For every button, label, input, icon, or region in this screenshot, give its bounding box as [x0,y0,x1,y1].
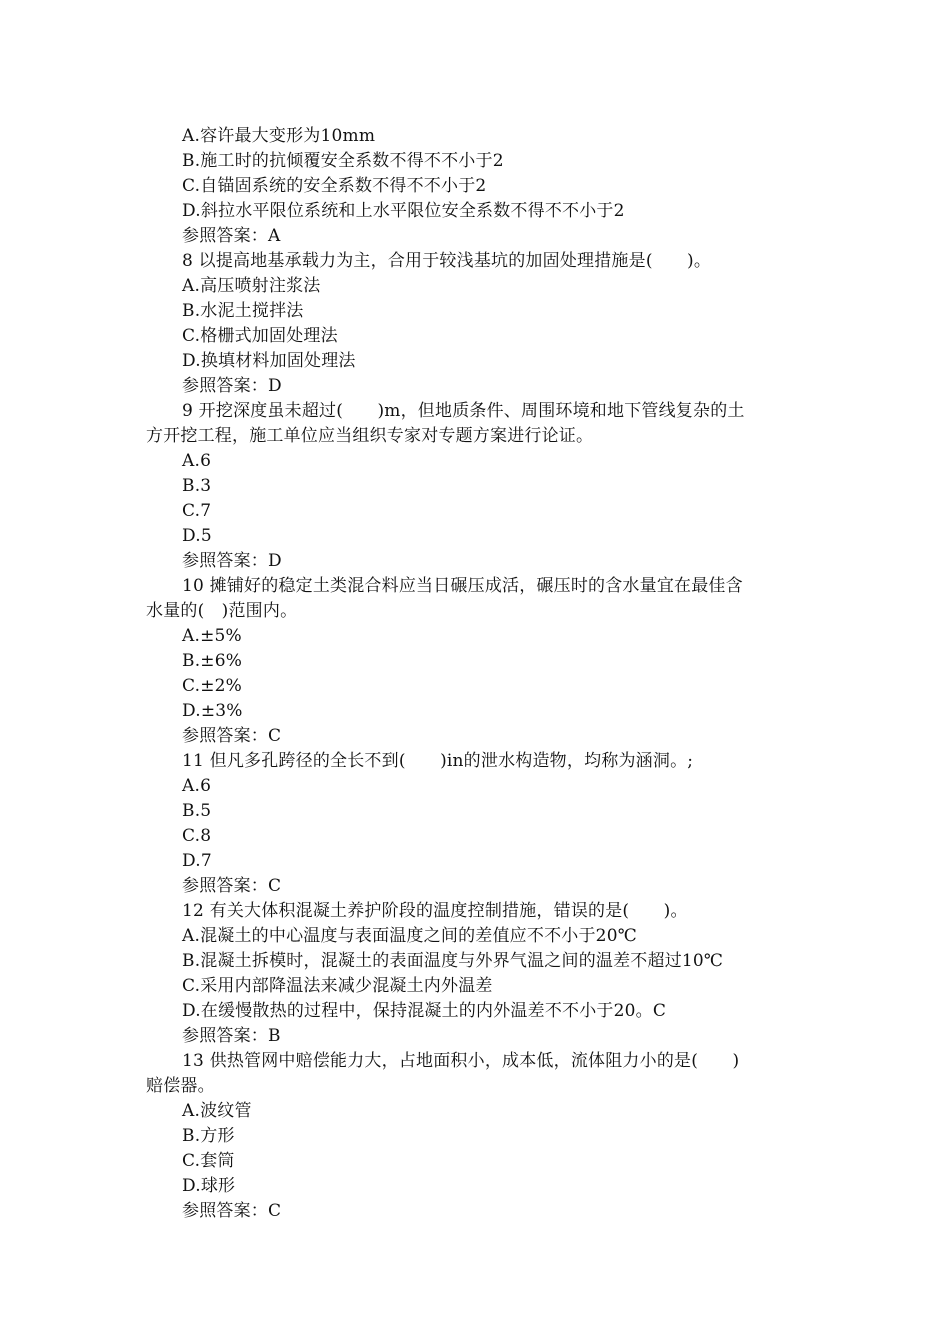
question-line: 8 以提高地基承载力为主，合用于较浅基坑的加固处理措施是( )。 [182,251,712,271]
option-line: A.6 [182,776,212,796]
option-line: C.7 [182,501,212,521]
option-line: C.自锚固系统的安全系数不得不不小于2 [182,176,487,196]
option-line: D.在缓慢散热的过程中，保持混凝土的内外温差不不小于20。C [182,1001,667,1021]
answer-line: 参照答案：D [182,551,282,571]
answer-line: 参照答案：C [182,876,282,896]
question-line: 12 有关大体积混凝土养护阶段的温度控制措施，错误的是( )。 [182,901,688,921]
option-line: B.±6% [182,651,243,671]
document-page [0,124,950,1224]
option-line: B.水泥土搅拌法 [182,301,304,321]
question-line: 13 供热管网中赔偿能力大，占地面积小，成本低，流体阻力小的是( ) [182,1051,740,1071]
option-line: A.波纹管 [182,1101,252,1121]
answer-line: 参照答案：A [182,226,281,246]
option-line: C.采用内部降温法来减少混凝土内外温差 [182,976,493,996]
option-line: C.格栅式加固处理法 [182,326,338,346]
option-line: B.混凝土拆模时，混凝土的表面温度与外界气温之间的温差不超过10℃ [182,951,724,971]
option-line: D.5 [182,526,212,546]
option-line: D.换填材料加固处理法 [182,351,356,371]
option-line: C.套筒 [182,1151,235,1171]
answer-line: 参照答案：C [182,1201,282,1221]
question-line: 10 摊铺好的稳定土类混合料应当日碾压成活，碾压时的含水量宜在最佳含 [182,576,743,596]
answer-line: 参照答案：D [182,376,282,396]
option-line: C.±2% [182,676,243,696]
option-line: A.±5% [182,626,242,646]
option-line: A.6 [182,451,212,471]
option-line: D.7 [182,851,212,871]
option-line: B.3 [182,476,212,496]
option-line: A.高压喷射注浆法 [182,276,321,296]
option-line: B.5 [182,801,212,821]
option-line: D.斜拉水平限位系统和上水平限位安全系数不得不不小于2 [182,201,625,221]
question-line: 11 但凡多孔跨径的全长不到( )in的泄水构造物，均称为涵洞。; [182,751,694,771]
option-line: D.±3% [182,701,243,721]
option-line: A.容许最大变形为10mm [182,126,376,146]
question-line: 9 开挖深度虽未超过( )m，但地质条件、周围环境和地下管线复杂的土 [182,401,745,421]
option-line: A.混凝土的中心温度与表面温度之间的差值应不不小于20℃ [182,926,637,946]
answer-line: 参照答案：B [182,1026,281,1046]
option-line: B.施工时的抗倾覆安全系数不得不不小于2 [182,151,504,171]
option-line: D.球形 [182,1176,236,1196]
question-continuation-line: 水量的( )范围内。 [146,601,298,621]
answer-line: 参照答案：C [182,726,282,746]
question-continuation-line: 方开挖工程，施工单位应当组织专家对专题方案进行论证。 [146,426,594,446]
option-line: C.8 [182,826,212,846]
question-continuation-line: 赔偿器。 [146,1076,215,1096]
option-line: B.方形 [182,1126,235,1146]
